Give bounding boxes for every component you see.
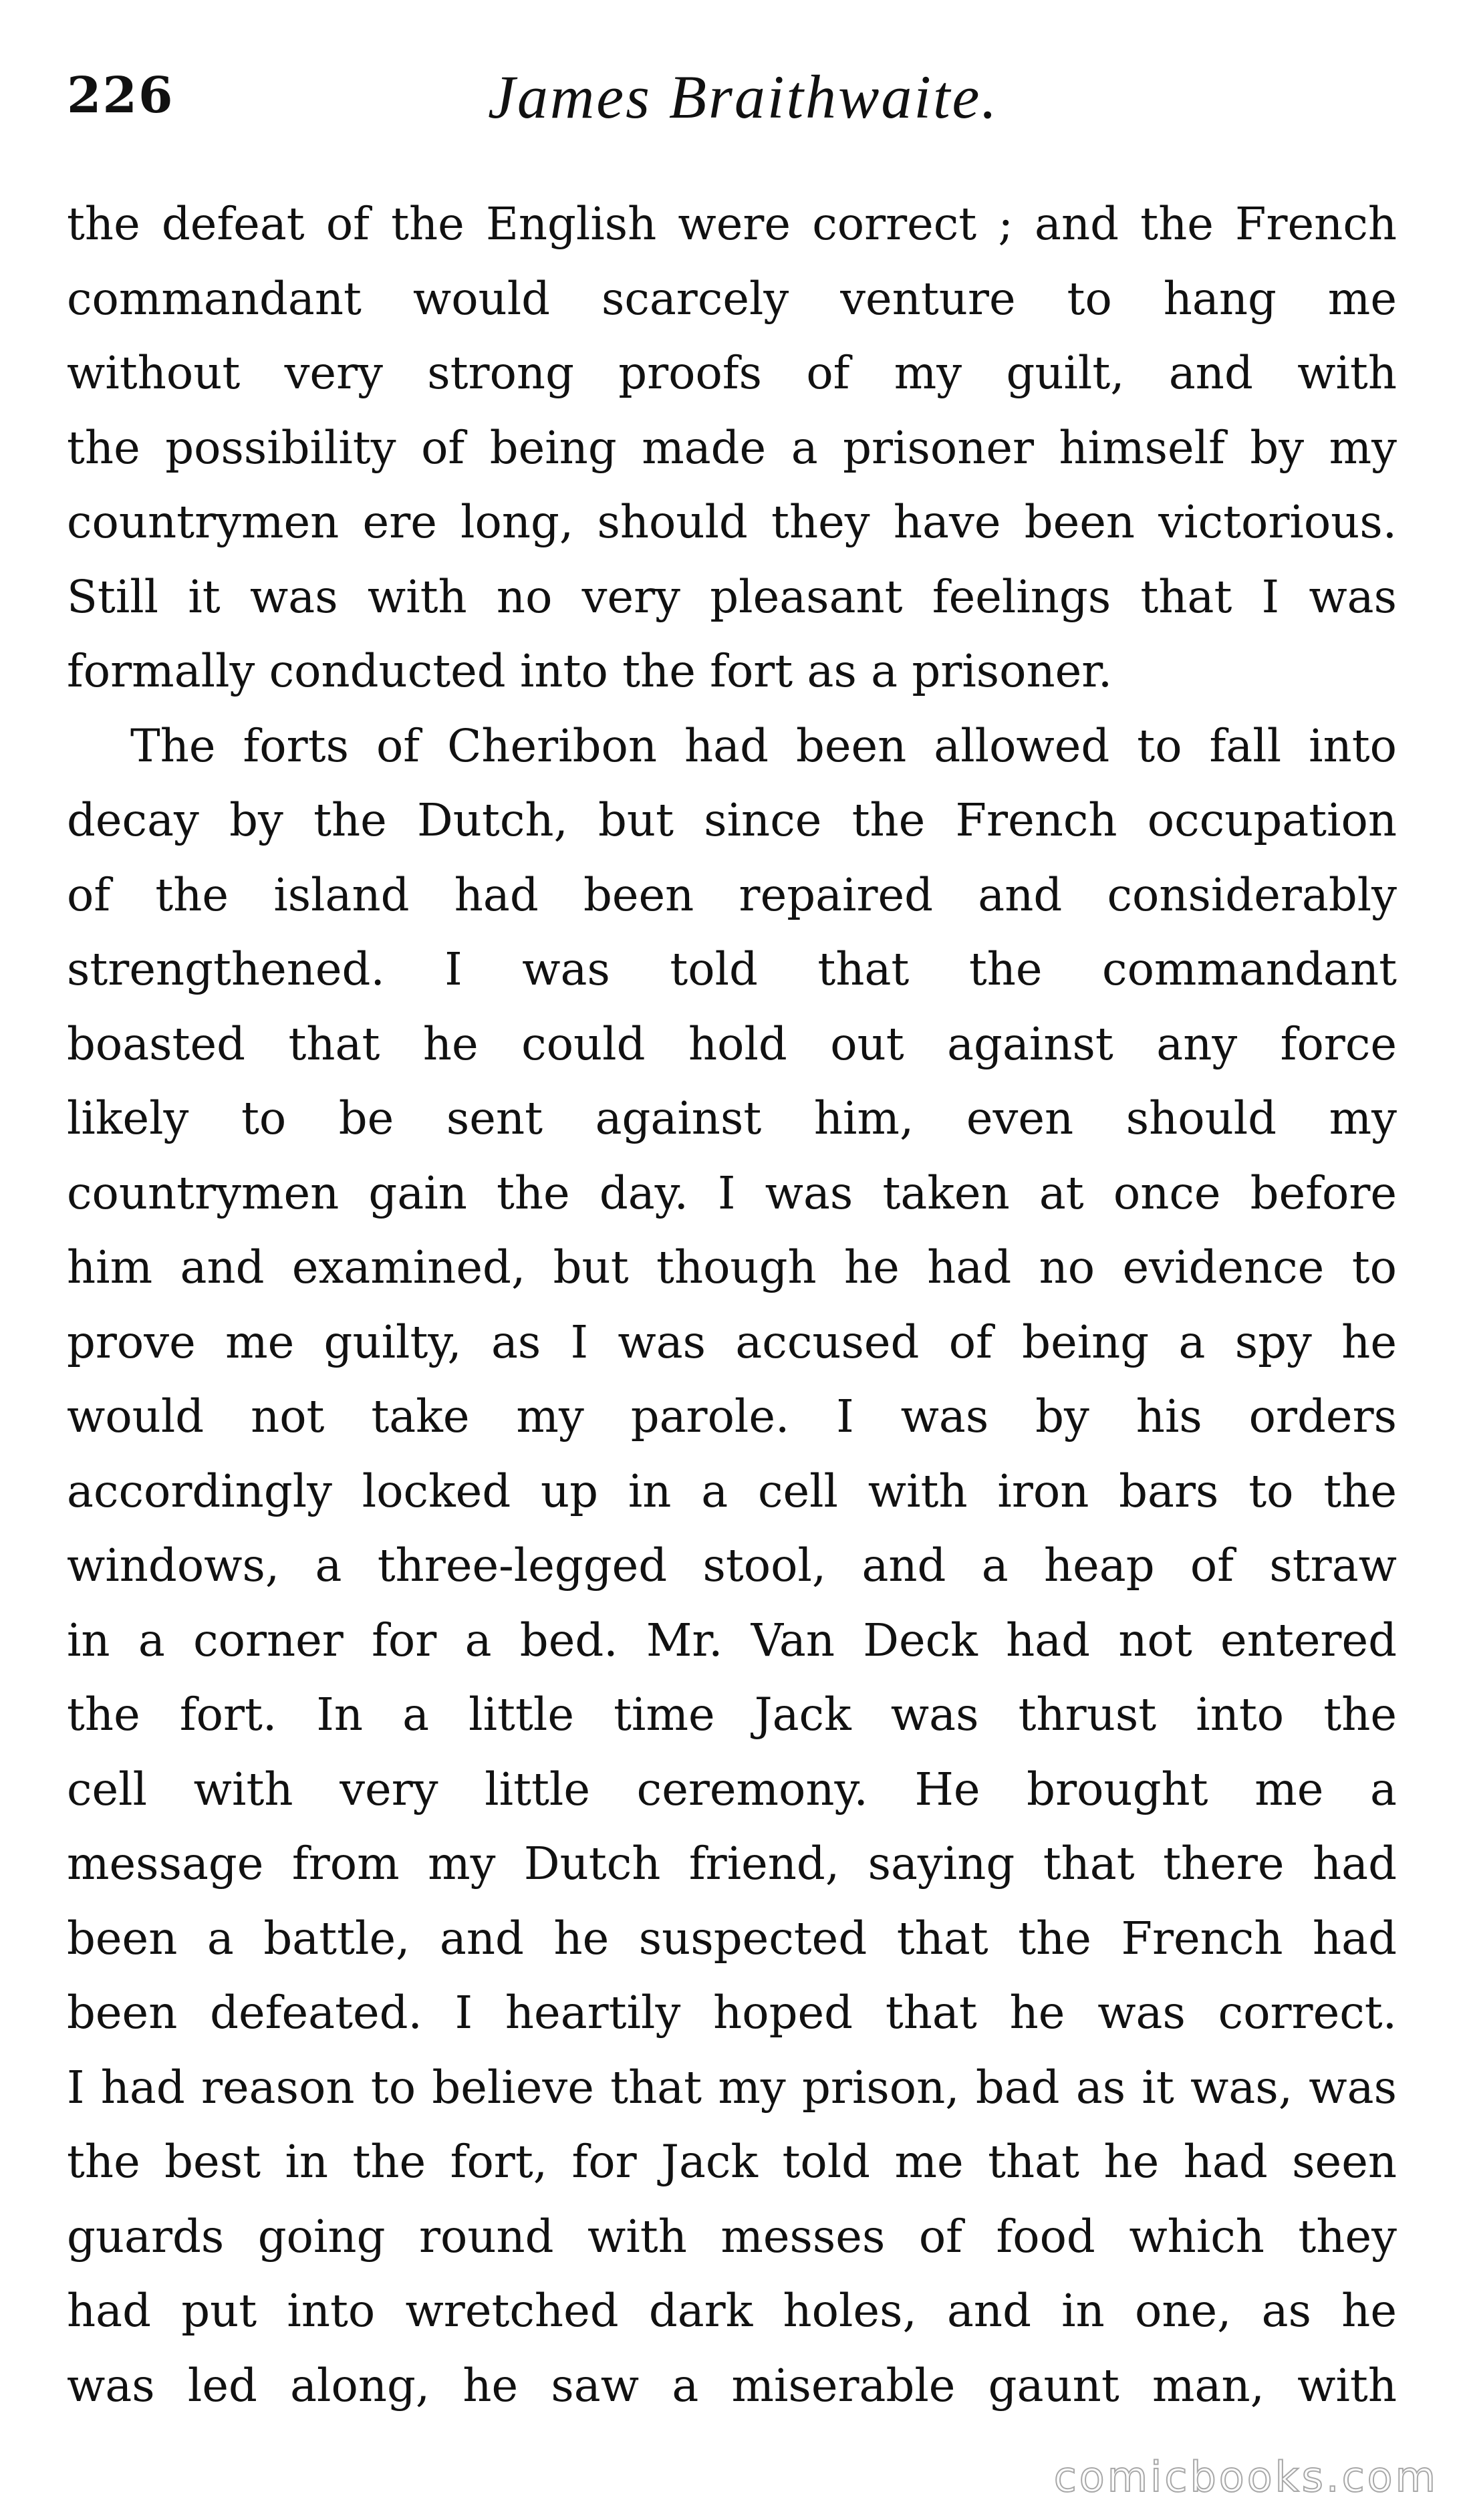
- watermark: comicbooks.com: [1053, 2452, 1438, 2501]
- text-line: accordingly locked up in a cell with iron bars to the: [67, 1465, 1397, 1517]
- text-line: boasted that he could hold out against any force: [67, 1017, 1397, 1070]
- text-line: in a corner for a bed. Mr. Van Deck had not entered: [67, 1614, 1397, 1666]
- text-line: countrymen gain the day. I was taken at once before: [67, 1166, 1397, 1219]
- text-line: strengthened. I was told that the commandant: [67, 943, 1397, 995]
- text-line: the fort. In a little time Jack was thrust into the: [67, 1688, 1397, 1741]
- text-line: formally conducted into the fort as a prisoner.: [67, 645, 1113, 697]
- text-line: The forts of Cheribon had been allowed to fall into: [130, 719, 1397, 772]
- text-line: been defeated. I heartily hoped that he was correct.: [67, 1987, 1397, 2039]
- text-line: been a battle, and he suspected that the French had: [67, 1912, 1397, 1965]
- text-line: message from my Dutch friend, saying that there had: [67, 1838, 1397, 1890]
- text-line: would not take my parole. I was by his orders: [67, 1390, 1397, 1442]
- text-line: commandant would scarcely venture to hang me: [67, 272, 1397, 325]
- text-line: had put into wretched dark holes, and in one, as he: [67, 2285, 1397, 2337]
- text-line: guards going round with messes of food which they: [67, 2210, 1397, 2263]
- page-header: [67, 61, 1397, 148]
- text-line: the possibility of being made a prisoner himself by my: [67, 421, 1397, 474]
- text-line: the defeat of the English were correct ; and the French: [67, 198, 1397, 250]
- text-line: was led along, he saw a miserable gaunt man, with: [67, 2359, 1397, 2412]
- text-line: countrymen ere long, should they have been victorious.: [67, 496, 1397, 548]
- body-text: [67, 187, 1397, 2423]
- running-title: James Braithwaite.: [488, 63, 999, 131]
- text-line: cell with very little ceremony. He brought me a: [67, 1763, 1397, 1815]
- text-line: I had reason to believe that my prison, bad as it was, was: [67, 2061, 1397, 2114]
- page-number: 226: [67, 67, 174, 124]
- text-line: prove me guilty, as I was accused of being a spy he: [67, 1315, 1397, 1368]
- text-line: likely to be sent against him, even should my: [67, 1092, 1397, 1144]
- text-line: him and examined, but though he had no evidence to: [67, 1241, 1397, 1293]
- text-line: the best in the fort, for Jack told me that he had seen: [67, 2136, 1397, 2188]
- text-line: Still it was with no very pleasant feelings that I was: [67, 570, 1397, 623]
- text-line: without very strong proofs of my guilt, and with: [67, 347, 1397, 399]
- text-line: of the island had been repaired and considerably: [67, 868, 1397, 921]
- text-line: decay by the Dutch, but since the French occupation: [67, 794, 1397, 846]
- text-line: windows, a three-legged stool, and a heap of straw: [67, 1539, 1397, 1592]
